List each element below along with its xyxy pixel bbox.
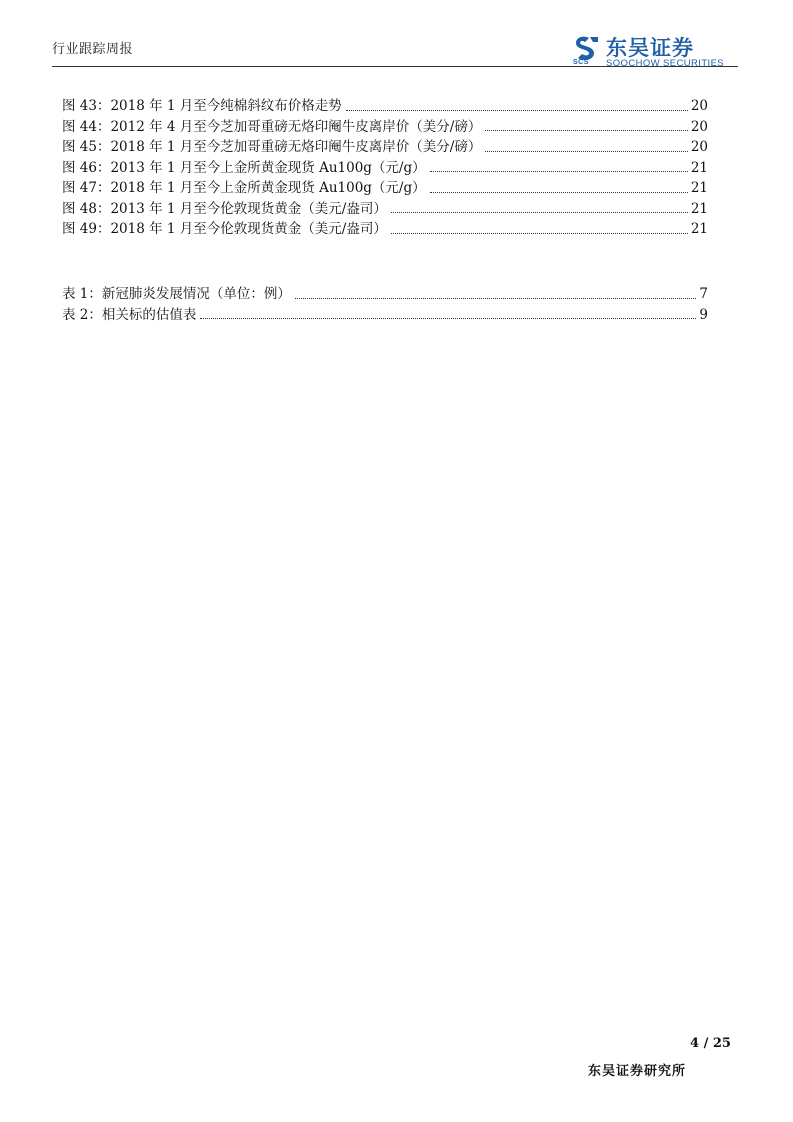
toc-entry[interactable] xyxy=(62,158,708,179)
toc-entry-page: 21 xyxy=(690,221,708,237)
toc-dot-leader xyxy=(295,298,697,299)
toc-dot-leader xyxy=(391,212,688,213)
toc-entry-page: 21 xyxy=(690,180,708,196)
toc-dot-leader xyxy=(430,171,688,172)
toc-entry-page: 20 xyxy=(690,98,708,114)
toc-entry-title: 表 2：相关标的估值表 xyxy=(62,306,197,323)
toc-entry[interactable] xyxy=(62,219,708,240)
toc-dot-leader xyxy=(485,130,687,131)
toc-dot-leader xyxy=(391,233,688,234)
toc-dot-leader xyxy=(430,192,688,193)
toc-dot-leader xyxy=(485,151,687,152)
toc-entry[interactable] xyxy=(62,178,708,199)
toc-entry[interactable] xyxy=(62,305,708,326)
toc-entry-page: 7 xyxy=(699,286,708,302)
toc-entry-title: 图 45：2018 年 1 月至今芝加哥重磅无烙印阉牛皮离岸价（美分/磅） xyxy=(62,139,482,155)
toc-entry-title: 图 48：2013 年 1 月至今伦敦现货黄金（美元/盎司） xyxy=(62,200,387,217)
toc-entry[interactable] xyxy=(62,96,708,117)
toc-entry-page: 20 xyxy=(690,118,708,135)
toc-entry-page: 9 xyxy=(699,306,708,323)
logo-chinese-name: 东吴证券 xyxy=(606,36,694,60)
toc-entry[interactable] xyxy=(62,284,708,305)
report-type-label: 行业跟踪周报 xyxy=(52,42,134,57)
logo-english-name: SOOCHOW SECURITIES xyxy=(606,58,725,69)
footer-organization: 东吴证券研究所 xyxy=(588,1064,687,1079)
logo-abbreviation: SCS xyxy=(573,59,589,66)
toc-entry-title: 图 49：2018 年 1 月至今伦敦现货黄金（美元/盎司） xyxy=(62,221,387,237)
toc-entry-title: 图 43：2018 年 1 月至今纯棉斜纹布价格走势 xyxy=(62,98,342,114)
toc-entry-title: 图 46：2013 年 1 月至今上金所黄金现货 Au100g（元/g） xyxy=(62,159,426,176)
toc-entry-title: 表 1：新冠肺炎发展情况（单位：例） xyxy=(62,286,291,302)
tables-table-of-contents xyxy=(62,284,708,325)
toc-dot-leader xyxy=(346,110,688,111)
page-indicator: 4 / 25 xyxy=(690,1036,731,1051)
toc-entry-title: 图 47：2018 年 1 月至今上金所黄金现货 Au100g（元/g） xyxy=(62,180,426,196)
header-divider xyxy=(52,66,738,67)
toc-entry[interactable] xyxy=(62,199,708,220)
toc-entry[interactable] xyxy=(62,137,708,158)
toc-entry-page: 21 xyxy=(690,159,708,176)
figures-table-of-contents xyxy=(62,96,708,240)
toc-entry-title: 图 44：2012 年 4 月至今芝加哥重磅无烙印阉牛皮离岸价（美分/磅） xyxy=(62,118,482,135)
toc-entry-page: 21 xyxy=(690,200,708,217)
toc-entry[interactable] xyxy=(62,117,708,138)
toc-entry-page: 20 xyxy=(690,139,708,155)
toc-dot-leader xyxy=(200,318,696,319)
